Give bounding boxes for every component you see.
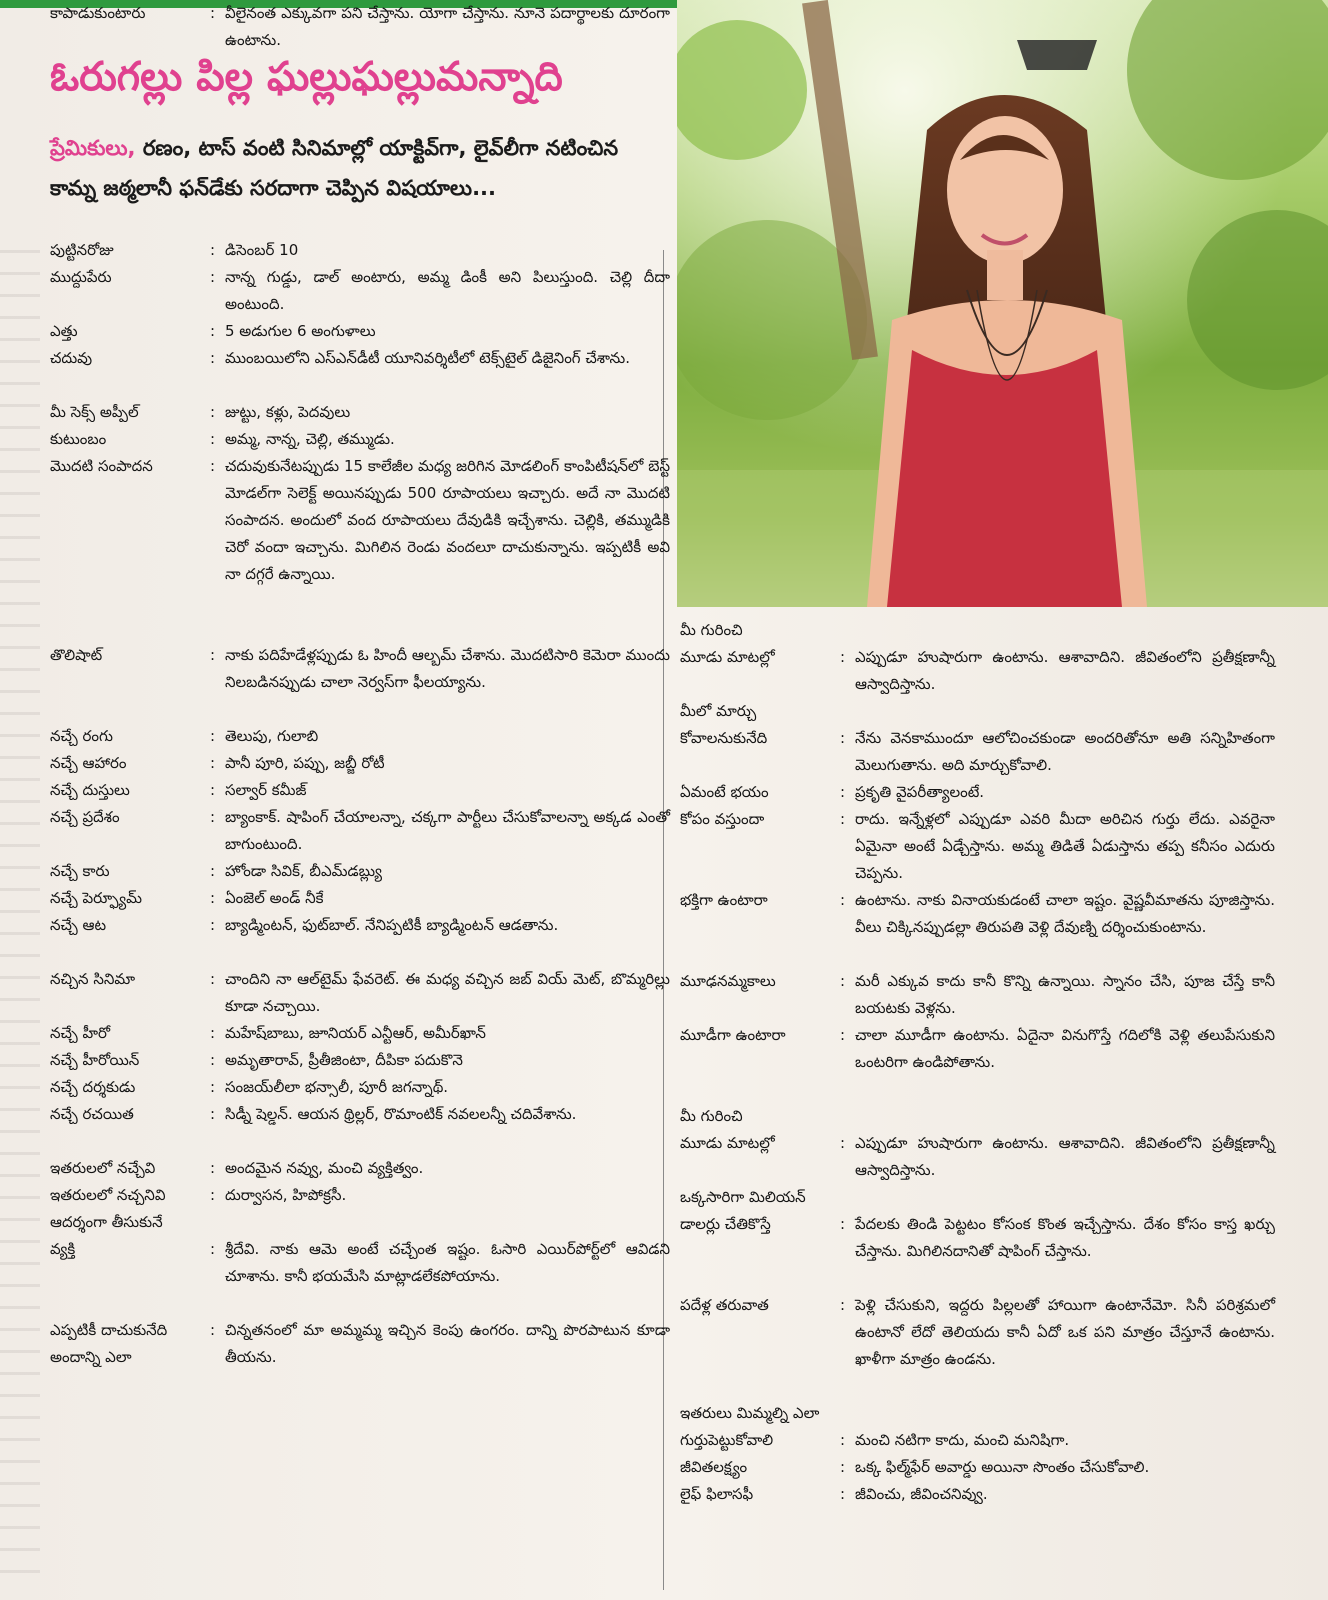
field-value: ఒక్క ఫిల్మ్‌ఫేర్ అవార్డు అయినా సొంతం చేసుకోవాలి. <box>855 1458 1150 1476</box>
field-label: డాలర్లు చేతికొస్తే <box>680 1215 771 1233</box>
field-value: చిన్నతనంలో మా అమ్మమ్మ ఇచ్చిన కెంపు ఉంగరం. దాన్ని పొరపాటున కూడా తీయను. <box>225 1321 670 1366</box>
field-separator: : <box>209 430 216 448</box>
field-label: నచ్చే ప్రదేశం <box>50 808 120 826</box>
left-row-4 <box>50 345 670 372</box>
field-separator: : <box>839 1026 846 1044</box>
field-label: మూడు మాటల్లో <box>680 1134 775 1152</box>
article-headline: ఓరుగల్లు పిల్ల ఘల్లుఘల్లుమన్నాది <box>50 54 563 100</box>
field-value: బ్యాంకాక్. షాపింగ్ చేయాలన్నా, చక్కగా పార్టీలు చేసుకోవాలన్నా అక్కడ ఎంతో బాగుంటుంది. <box>225 808 670 853</box>
left-row-27 <box>50 0 670 54</box>
left-row-18 <box>50 1047 670 1074</box>
field-value: ఎప్పుడూ హుషారుగా ఉంటాను. ఆశావాదిని. జీవితంలోని ప్రతీక్షణాన్నీ ఆస్వాదిస్తాను. <box>855 1134 1275 1179</box>
field-separator: : <box>839 1485 846 1503</box>
field-label: వ్యక్తి <box>50 1240 76 1258</box>
field-value: శ్రీదేవి. నాకు ఆమె అంటే చచ్చేంత ఇష్టం. ఓసారి ఎయిర్‌పోర్ట్‌లో ఆవిడని చూశాను. కానీ భయమేసి మాట్లాడలేకపోయాను. <box>225 1240 670 1285</box>
field-label: పదేళ్ల తరువాత <box>680 1296 769 1314</box>
left-row-1 <box>50 237 670 264</box>
field-value: పెళ్లి చేసుకుని, ఇద్దరు పిల్లలతో హాయిగా ఉంటానేమో. సినీ పరిశ్రమలో ఉంటానో లేదో తెలియదు కానీ ఏదో ఒక పని మాత్రం చేస్తూనే ఉంటాను. ఖాళీగా మాత్రం ఉండను. <box>855 1296 1275 1368</box>
field-label: ముద్దుపేరు <box>50 268 112 286</box>
field-separator: : <box>839 1296 846 1314</box>
right-row-15 <box>680 1400 830 1427</box>
field-separator: : <box>209 970 216 988</box>
field-value: ప్రకృతి వైపరీత్యాలంటే. <box>855 783 985 801</box>
field-separator: : <box>209 349 216 367</box>
field-separator: : <box>209 457 216 475</box>
field-value: చాలా మూడీగా ఉంటాను. ఏదైనా వినుగొస్తే గదిలోకి వెళ్లి తలుపేసుకుని ఒంటరిగా ఉండిపోతాను. <box>855 1026 1275 1071</box>
left-row-9 <box>50 723 670 750</box>
right-row-16 <box>680 1427 1275 1454</box>
field-value: దుర్వాసన, హిపోక్రసీ. <box>225 1186 347 1204</box>
left-row-13 <box>50 858 670 885</box>
field-value: చాందిని నా ఆల్‌టైమ్ ఫేవరెట్. ఈ మధ్య వచ్చిన జబ్ వియ్ మెట్, బొమ్మరిల్లు కూడా నచ్చాయి. <box>225 970 670 1015</box>
field-separator: : <box>209 916 216 934</box>
field-separator: : <box>839 729 846 747</box>
field-separator: : <box>839 1215 846 1233</box>
field-separator: : <box>209 781 216 799</box>
left-row-22 <box>50 1182 670 1209</box>
field-label: ఇతరులు మిమ్మల్ని ఎలా <box>680 1404 820 1422</box>
field-value: ఏంజెల్ అండ్ నీకే <box>225 889 324 907</box>
field-separator: : <box>209 1159 216 1177</box>
right-row-9 <box>680 1022 1275 1076</box>
field-label: మూడు మాటల్లో <box>680 648 775 666</box>
field-label: నచ్చే ఆట <box>50 916 107 934</box>
field-label: మొదటి సంపాదన <box>50 457 153 475</box>
field-separator: : <box>209 727 216 745</box>
field-separator: : <box>209 1186 216 1204</box>
field-separator: : <box>209 322 216 340</box>
field-label: నచ్చే ఆహారం <box>50 754 127 772</box>
field-value: సిడ్నీ షెల్డన్. ఆయన థ్రిల్లర్, రొమాంటిక్ నవలలన్నీ చదివేశాను. <box>225 1105 577 1123</box>
field-label: నచ్చే రంగు <box>50 727 113 745</box>
field-label: ఎత్తు <box>50 322 78 340</box>
field-value: సల్వార్ కమీజ్ <box>225 781 307 799</box>
left-row-7 <box>50 453 670 588</box>
left-row-10 <box>50 750 670 777</box>
field-value: నేను వెనకాముందూ ఆలోచించకుండా అందరితోనూ అతి సన్నిహితంగా మెలుగుతాను. అది మార్చుకోవాలి. <box>855 729 1275 774</box>
field-value: చదువుకునేటప్పుడు 15 కాలేజీల మధ్య జరిగిన మోడలింగ్ కాంపిటీషన్‌లో బెస్ట్ మోడల్‌గా సెలెక్ట్ అయినప్పుడు 500 రూపాయలు ఇచ్చారు. అదే నా మొదటి సంపాదన. అందులో వంద రూపాయలు దేవుడికి ఇచ్చేశాను. చెల్లికి, తమ్ముడికి చెరో వందా ఇచ్చాను. మిగిలిన రెండు వందలూ దాచుకున్నాను. ఇప్పటికీ అవి నా దగ్గరే ఉన్నాయి. <box>225 457 670 583</box>
field-separator: : <box>209 1024 216 1042</box>
field-value: మంచి నటిగా కాదు, మంచి మనిషిగా. <box>855 1431 1070 1449</box>
field-label: ఎప్పటికీ దాచుకునేది <box>50 1321 168 1339</box>
field-label: భక్తిగా ఉంటారా <box>680 891 768 909</box>
field-separator: : <box>839 1134 846 1152</box>
right-row-17 <box>680 1454 1275 1481</box>
field-label: నచ్చే హీరో <box>50 1024 111 1042</box>
field-label: ఇతరులలో నచ్చేవి <box>50 1159 156 1177</box>
field-value: ఉంటాను. నాకు వినాయకుడంటే చాలా ఇష్టం. వైష్ణవీమాతను పూజిస్తాను. వీలు చిక్కినప్పుడల్లా తిరుపతి వెళ్లి దేవుణ్ని దర్శించుకుంటాను. <box>855 891 1275 936</box>
field-separator: : <box>209 1321 216 1339</box>
field-value: హోండా సివిక్, బీఎమ్‌డబ్ల్యు <box>225 862 382 880</box>
field-label: గుర్తుపెట్టుకోవాలి <box>680 1431 774 1449</box>
field-label: మీ గురించి <box>680 621 743 639</box>
field-separator: : <box>209 646 216 664</box>
left-row-23 <box>50 1209 200 1236</box>
left-row-14 <box>50 885 670 912</box>
left-row-15 <box>50 912 670 939</box>
field-value: తెలుపు, గులాబి <box>225 727 319 745</box>
field-label: నచ్చే దర్శకుడు <box>50 1078 136 1096</box>
field-value: సంజయ్‌లీలా భన్సాలీ, పూరీ జగన్నాథ్. <box>225 1078 449 1096</box>
right-row-2 <box>680 644 1275 698</box>
field-label: మీ సెక్స్ అప్పీల్ <box>50 403 139 421</box>
field-value: మరీ ఎక్కువ కాదు కానీ కొన్ని ఉన్నాయి. స్నానం చేసి, పూజ చేస్తే కానీ బయటకు వెళ్లను. <box>855 972 1275 1017</box>
right-row-8 <box>680 968 1275 1022</box>
right-row-18 <box>680 1481 1275 1508</box>
field-label: జీవితలక్ష్యం <box>680 1458 748 1476</box>
field-separator: : <box>209 754 216 772</box>
subheading-line-1-text: రణం, టాస్ వంటి సినిమాల్లో యాక్టివ్‌గా, లైవ్‌లీగా నటించిన <box>135 136 619 160</box>
field-separator: : <box>839 810 846 828</box>
field-label: నచ్చే దుస్తులు <box>50 781 130 799</box>
left-row-26 <box>50 1344 200 1371</box>
left-row-12 <box>50 804 670 858</box>
field-value: రాదు. ఇన్నేళ్లలో ఎప్పుడూ ఎవరి మీదా అరిచిన గుర్తు లేదు. ఎవరైనా ఏమైనా అంటే ఏడ్చేస్తాను. అమ్మ తిడితే ఏడుస్తాను తప్ప కనీసం ఎదురు చెప్పను. <box>855 810 1275 882</box>
right-row-7 <box>680 887 1275 941</box>
field-value: అమ్మ, నాన్న, చెల్లి, తమ్ముడు. <box>225 430 395 448</box>
field-label: మీ గురించి <box>680 1107 743 1125</box>
right-row-1 <box>680 617 830 644</box>
right-row-4 <box>680 725 1275 779</box>
field-label: కుటుంబం <box>50 430 107 448</box>
field-label: మూఢనమ్మకాలు <box>680 972 776 990</box>
right-row-14 <box>680 1292 1275 1373</box>
left-row-6 <box>50 426 670 453</box>
field-value: అందమైన నవ్వు, మంచి వ్యక్తిత్వం. <box>225 1159 424 1177</box>
field-separator: : <box>209 268 216 286</box>
field-value: బ్యాడ్మింటన్, ఫుట్‌బాల్. నేనిప్పటికీ బ్యాడ్మింటన్ ఆడతాను. <box>225 916 559 934</box>
field-separator: : <box>209 1105 216 1123</box>
right-row-6 <box>680 806 1275 887</box>
field-label: కాపాడుకుంటారు <box>50 4 146 22</box>
actress-photo <box>677 0 1328 607</box>
field-label: మూడీగా ఉంటారా <box>680 1026 786 1044</box>
left-row-8 <box>50 642 670 696</box>
field-label: నచ్చే కారు <box>50 862 110 880</box>
right-row-3 <box>680 698 830 725</box>
left-row-5 <box>50 399 670 426</box>
field-separator: : <box>209 1051 216 1069</box>
field-value: పేదలకు తిండి పెట్టటం కోసంక కొంత ఇచ్చేస్తాను. దేశం కోసం కాస్త ఖర్చు చేస్తాను. మిగిలినదానితో షాపింగ్ చేస్తాను. <box>855 1215 1275 1260</box>
field-label: నచ్చే రచయిత <box>50 1105 134 1123</box>
right-row-13 <box>680 1211 1275 1265</box>
field-separator: : <box>209 1240 216 1258</box>
field-value: డిసెంబర్ 10 <box>225 241 299 259</box>
left-row-21 <box>50 1155 670 1182</box>
left-row-3 <box>50 318 670 345</box>
left-row-24 <box>50 1236 670 1290</box>
field-separator: : <box>839 891 846 909</box>
left-row-11 <box>50 777 670 804</box>
field-separator: : <box>839 1458 846 1476</box>
field-label: ఇతరులలో నచ్చనివి <box>50 1186 166 1204</box>
field-separator: : <box>209 808 216 826</box>
field-label: లైఫ్ ఫిలాసఫీ <box>680 1485 754 1503</box>
field-separator: : <box>209 403 216 421</box>
field-label: చదువు <box>50 349 93 367</box>
field-label: పుట్టినరోజు <box>50 241 114 259</box>
field-label: మీలో మార్చు <box>680 702 757 720</box>
field-separator: : <box>209 241 216 259</box>
field-value: అమృతారావ్, ప్రీతీజింటా, దీపికా పదుకొనె <box>225 1051 463 1069</box>
field-value: 5 అడుగుల 6 అంగుళాలు <box>225 322 376 340</box>
field-label: కోపం వస్తుందా <box>680 810 765 828</box>
right-row-10 <box>680 1103 830 1130</box>
field-value: ముంబయిలోని ఎస్‌ఎన్‌డీటీ యూనివర్శిటీలో టెక్స్‌టైల్ డిజైనింగ్ చేశాను. <box>225 349 630 367</box>
field-value: ఎప్పుడూ హుషారుగా ఉంటాను. ఆశావాదిని. జీవితంలోని ప్రతీక్షణాన్నీ ఆస్వాదిస్తాను. <box>855 648 1275 693</box>
field-label: ఒక్కసారిగా మిలియన్ <box>680 1188 806 1206</box>
field-label: తొలిషాట్ <box>50 646 103 664</box>
right-row-5 <box>680 779 1275 806</box>
field-separator: : <box>839 648 846 666</box>
left-row-17 <box>50 1020 670 1047</box>
field-separator: : <box>209 4 216 22</box>
subheading-highlight: ప్రేమికులు, <box>50 136 136 160</box>
subheading-line-2: కామ్న జఠ్మలానీ ఫన్‌డేకు సరదాగా చెప్పిన విషయాలు... <box>50 176 497 200</box>
field-separator: : <box>209 862 216 880</box>
field-label: ఆదర్శంగా తీసుకునే <box>50 1213 163 1231</box>
left-row-16 <box>50 966 670 1020</box>
field-label: ఏమంటే భయం <box>680 783 769 801</box>
field-separator: : <box>839 783 846 801</box>
field-separator: : <box>839 1431 846 1449</box>
field-label: నచ్చిన సినిమా <box>50 970 136 988</box>
field-value: నాన్న గుడ్డు, డాల్ అంటారు, అమ్మ డింకీ అని పిలుస్తుంది. చెల్లి దీదా అంటుంది. <box>225 268 670 313</box>
field-value: మహేష్‌బాబు, జూనియర్ ఎన్టీఆర్, అమీర్‌ఖాన్ <box>225 1024 486 1042</box>
right-row-12 <box>680 1184 830 1211</box>
field-separator: : <box>839 972 846 990</box>
right-row-11 <box>680 1130 1275 1184</box>
field-label: నచ్చే పెర్ఫ్యూమ్ <box>50 889 143 907</box>
field-label: అందాన్ని ఎలా <box>50 1348 132 1366</box>
left-row-19 <box>50 1074 670 1101</box>
field-separator: : <box>209 889 216 907</box>
field-value: జుట్టు, కళ్లు, పెదవులు <box>225 403 351 421</box>
field-label: నచ్చే హీరోయిన్ <box>50 1051 140 1069</box>
left-row-20 <box>50 1101 670 1128</box>
field-label: కోవాలనుకునేది <box>680 729 768 747</box>
left-row-2 <box>50 264 670 318</box>
field-value: నాకు పదిహేడేళ్లప్పుడు ఓ హిందీ ఆల్బమ్ చేశాను. మొదటిసారి కెమెరా ముందు నిలబడినప్పుడు చాలా నెర్వస్‌గా ఫీలయ్యాను. <box>225 646 670 691</box>
field-value: జీవించు, జీవించనివ్వు. <box>855 1485 988 1503</box>
field-separator: : <box>209 1078 216 1096</box>
adjacent-column-bleed <box>0 250 40 1590</box>
field-value: వీలైనంత ఎక్కువగా పని చేస్తాను. యోగా చేస్తాను. నూనె పదార్థాలకు దూరంగా ఉంటాను. <box>225 4 670 49</box>
field-value: పానీ పూరి, పప్పు, జబ్జీ రోటీ <box>225 754 385 772</box>
photo-illustration <box>677 0 1328 607</box>
